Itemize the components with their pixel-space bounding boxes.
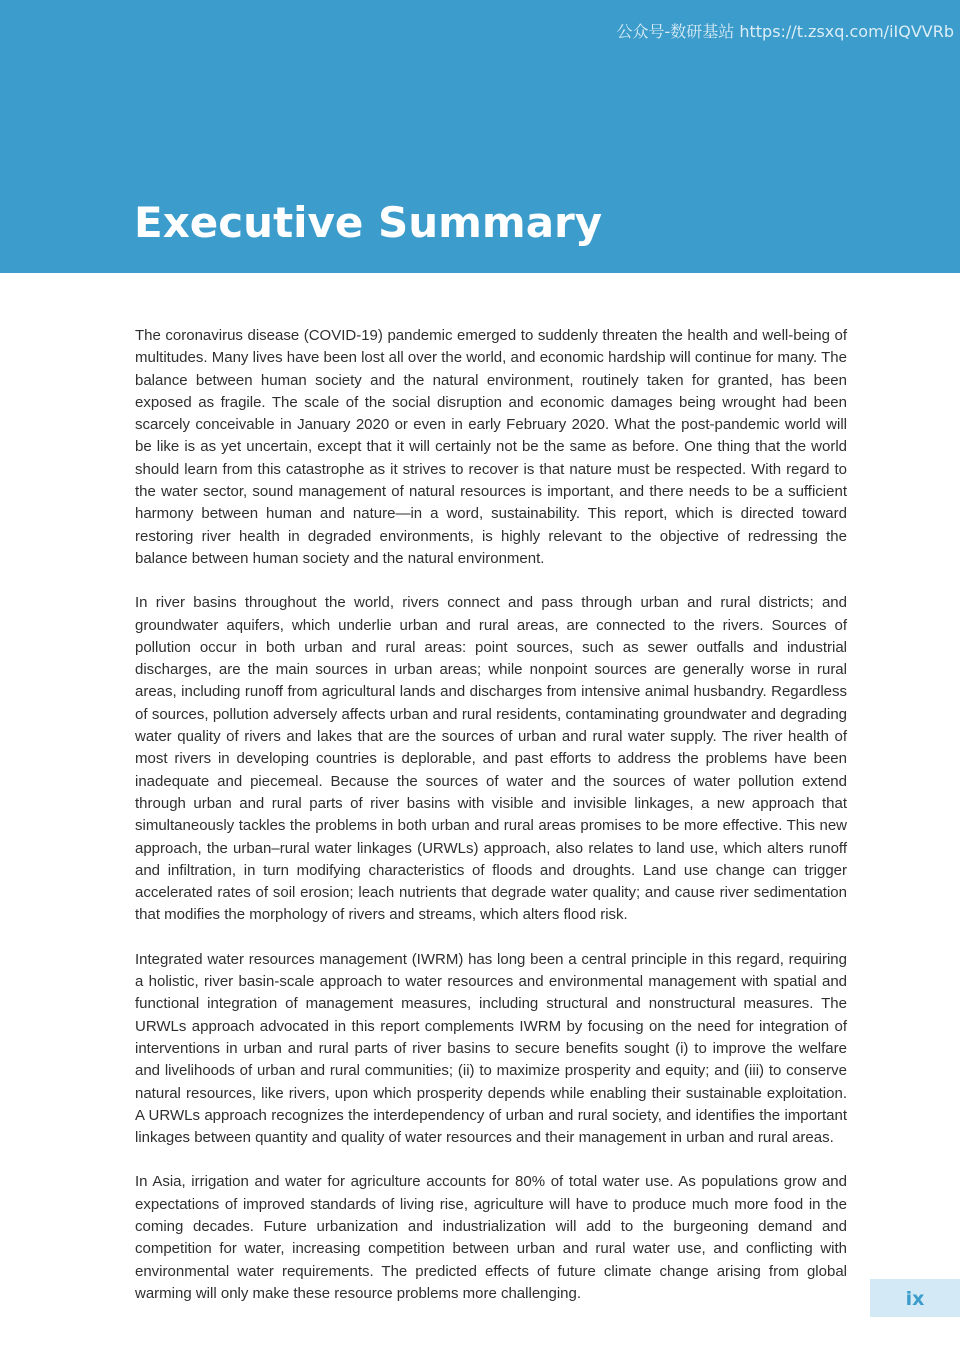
paragraph-1: The coronavirus disease (COVID-19) pandemic emerged to suddenly threaten the health and well-being of multitudes. Many lives have been lost all over the world, and economic hardship will continue for many. The balance between human society and the natural environment, routinely taken for granted, has been exposed as fragile. The scale of the social disruption and economic damages being wrought had been scarcely conceivable in January 2020 or even in early February 2020. What the post-pandemic world will be like is as yet uncertain, except that it will certainly not be the same as before. One thing that the world should learn from this catastrophe as it strives to recover is that nature must be respected. With regard to the water sector, sound management of natural resources is important, and there needs to be a sufficient harmony between human and nature—in a word, sustainability. This report, which is directed toward restoring river health in degraded environments, is highly relevant to the objective of redressing the balance between human society and the natural environment.: [135, 327, 847, 567]
paragraph-2: In river basins throughout the world, rivers connect and pass through urban and rural districts; and groundwater aquifers, which underlie urban and rural areas, are connected to the rivers. Sources of pollution occur in both urban and rural areas: point sources, such as sewer outfalls and industrial discharges, are the main sources in urban areas; while nonpoint sources are generally worse in rural areas, including runoff from agricultural lands and discharges from intensive animal husbandry. Regardless of sources, pollution adversely affects urban and rural residents, contaminating groundwater and degrading water quality of rivers and lakes that are the sources of urban and rural water supply. The river health of most rivers in developing countries is deplorable, and past efforts to address the problems have been inadequate and piecemeal. Because the sources of water and the sources of water pollution extend through urban and rural parts of river basins with visible and invisible linkages, a new approach that simultaneously tackles the problems in both urban and rural areas promises to be more effective. This new approach, the urban–rural water linkages (URWLs) approach, also relates to land use, which alters runoff and infiltration, in turn modifying characteristics of floods and droughts. Land use change can trigger accelerated rates of soil erosion; leach nutrients that degrade water quality; and cause river sedimentation that modifies the morphology of rivers and streams, which alters flood risk.: [135, 594, 847, 924]
page-number-box: [870, 1279, 960, 1317]
source-watermark: 公众号-数研基站 https://t.zsxq.com/iIQVVRb: [616, 22, 954, 41]
paragraph-3: Integrated water resources management (IWRM) has long been a central principle in this regard, requiring a holistic, river basin-scale approach to water resources and environmental management with spatial and functional integration of management measures, including structural and nonstructural measures. The URWLs approach advocated in this report complements IWRM by focusing on the need for integration of interventions in urban and rural parts of river basins to secure benefits sought (i) to improve the welfare and livelihoods of urban and rural communities; (ii) to maximize prosperity and equity; and (iii) to conserve natural resources, like rivers, upon which prosperity depends while enabling their sustainable exploitation. A URWLs approach recognizes the interdependency of urban and rural society, and identifies the important linkages between quantity and quality of water resources and their management in urban and rural areas.: [135, 950, 847, 1147]
body-text: [135, 325, 847, 1327]
header-band: [0, 0, 960, 273]
paragraph-4: In Asia, irrigation and water for agriculture accounts for 80% of total water use. As populations grow and expectations of improved standards of living rise, agriculture will have to produce much more food in the coming decades. Future urbanization and industrialization will add to the burgeoning demand and competition for water, increasing competition between urban and rural water use, and conflicting with environmental water requirements. The predicted effects of future climate change arising from global warming will only make these resource problems more challenging.: [135, 1173, 847, 1302]
page-number: ix: [905, 1288, 925, 1310]
page-title: Executive Summary: [134, 198, 603, 247]
